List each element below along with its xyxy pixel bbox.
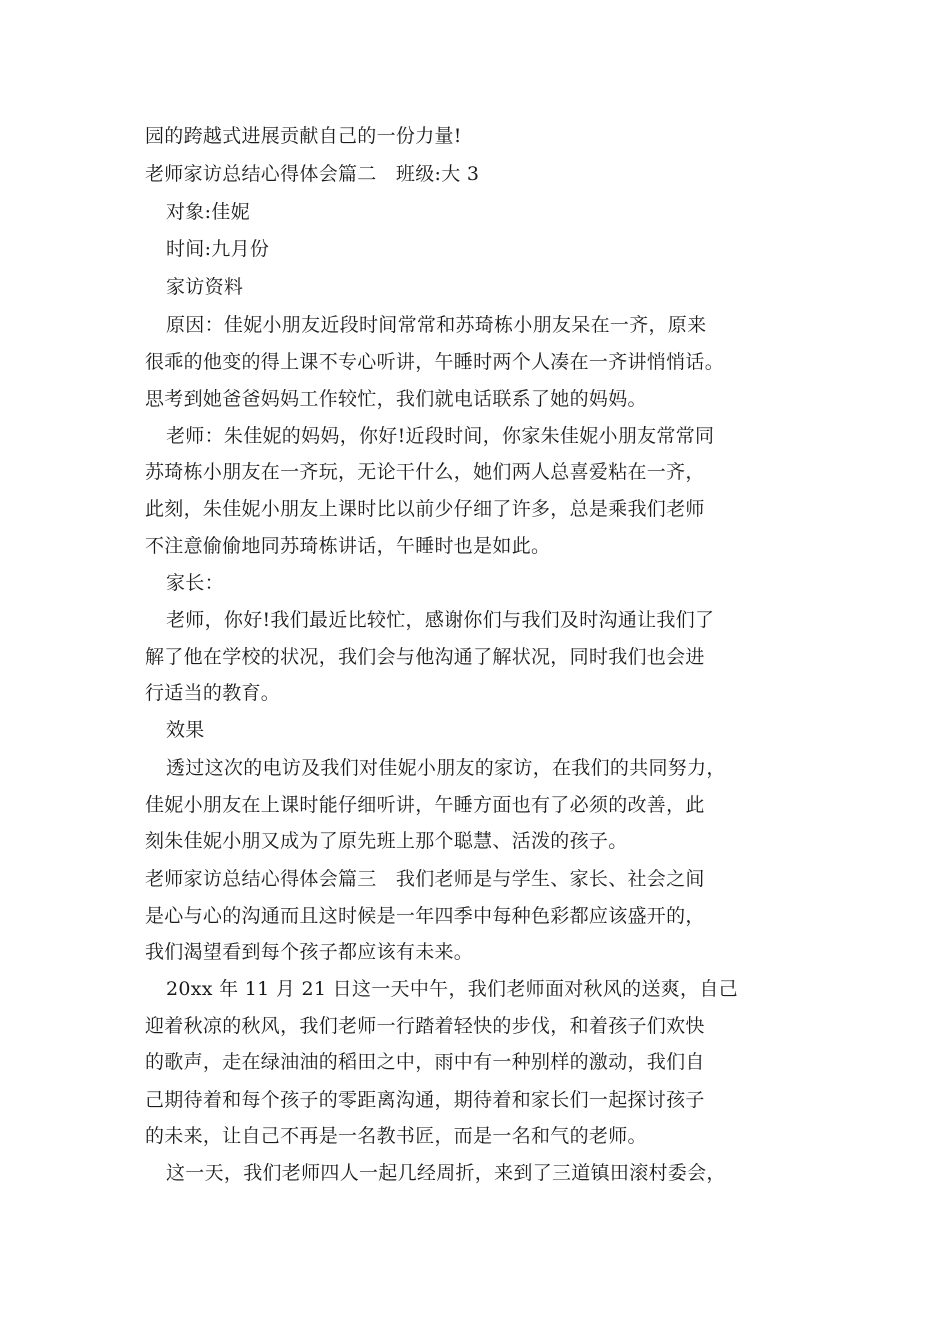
text-line: 效果 (166, 719, 205, 741)
text-line: 迎着秋凉的秋风，我们老师一行踏着轻快的步伐，和着孩子们欢快 (145, 1015, 705, 1037)
text-line: 对象:佳妮 (166, 201, 250, 223)
text-line: 时间:九月份 (166, 238, 270, 260)
text-line: 解了他在学校的状况，我们会与他沟通了解状况，同时我们也会进 (145, 646, 705, 668)
text-line: 佳妮小朋友在上课时能仔细听讲，午睡方面也有了必须的改善，此 (145, 794, 705, 816)
text-line: 的歌声，走在绿油油的稻田之中，雨中有一种别样的激动，我们自 (145, 1051, 705, 1073)
text-line: 思考到她爸爸妈妈工作较忙，我们就电话联系了她的妈妈。 (145, 388, 647, 410)
section-heading-2: 老师家访总结心得体会篇二 班级:大 3 (145, 163, 480, 185)
text-line: 我们渴望看到每个孩子都应该有未来。 (145, 941, 474, 963)
text-line: 家长： (166, 572, 224, 594)
text-line: 这一天，我们老师四人一起几经周折，来到了三道镇田滚村委会， (166, 1162, 726, 1184)
text-line: 园的跨越式进展贡献自己的一份力量! (145, 125, 462, 147)
text-line: 透过这次的电访及我们对佳妮小朋友的家访，在我们的共同努力， (166, 757, 726, 779)
text-line: 苏琦栋小朋友在一齐玩，无论干什么，她们两人总喜爱粘在一齐， (145, 461, 705, 483)
text-line: 此刻，朱佳妮小朋友上课时比以前少仔细了许多，总是乘我们老师 (145, 498, 705, 520)
text-line: 的未来，让自己不再是一名教书匠，而是一名和气的老师。 (145, 1125, 647, 1147)
text-line: 不注意偷偷地同苏琦栋讲话，午睡时也是如此。 (145, 535, 551, 557)
text-line: 原因：佳妮小朋友近段时间常常和苏琦栋小朋友呆在一齐，原来 (166, 314, 707, 336)
text-line: 20xx 年 11 月 21 日这一天中午，我们老师面对秋风的送爽，自己 (166, 978, 738, 1000)
text-line: 老师，你好!我们最近比较忙，感谢你们与我们及时沟通让我们了 (166, 609, 715, 631)
section-heading-3: 老师家访总结心得体会篇三 我们老师是与学生、家长、社会之间 (145, 868, 705, 890)
text-line: 家访资料 (166, 276, 244, 298)
text-line: 行适当的教育。 (145, 682, 281, 704)
text-line: 很乖的他变的得上课不专心听讲，午睡时两个人凑在一齐讲悄悄话。 (145, 351, 725, 373)
text-line: 老师：朱佳妮的妈妈，你好!近段时间，你家朱佳妮小朋友常常同 (166, 425, 715, 447)
text-line: 是心与心的沟通而且这时候是一年四季中每种色彩都应该盛开的， (145, 905, 705, 927)
text-line: 刻朱佳妮小朋又成为了原先班上那个聪慧、活泼的孩子。 (145, 830, 628, 852)
text-line: 己期待着和每个孩子的零距离沟通，期待着和家长们一起探讨孩子 (145, 1089, 705, 1111)
